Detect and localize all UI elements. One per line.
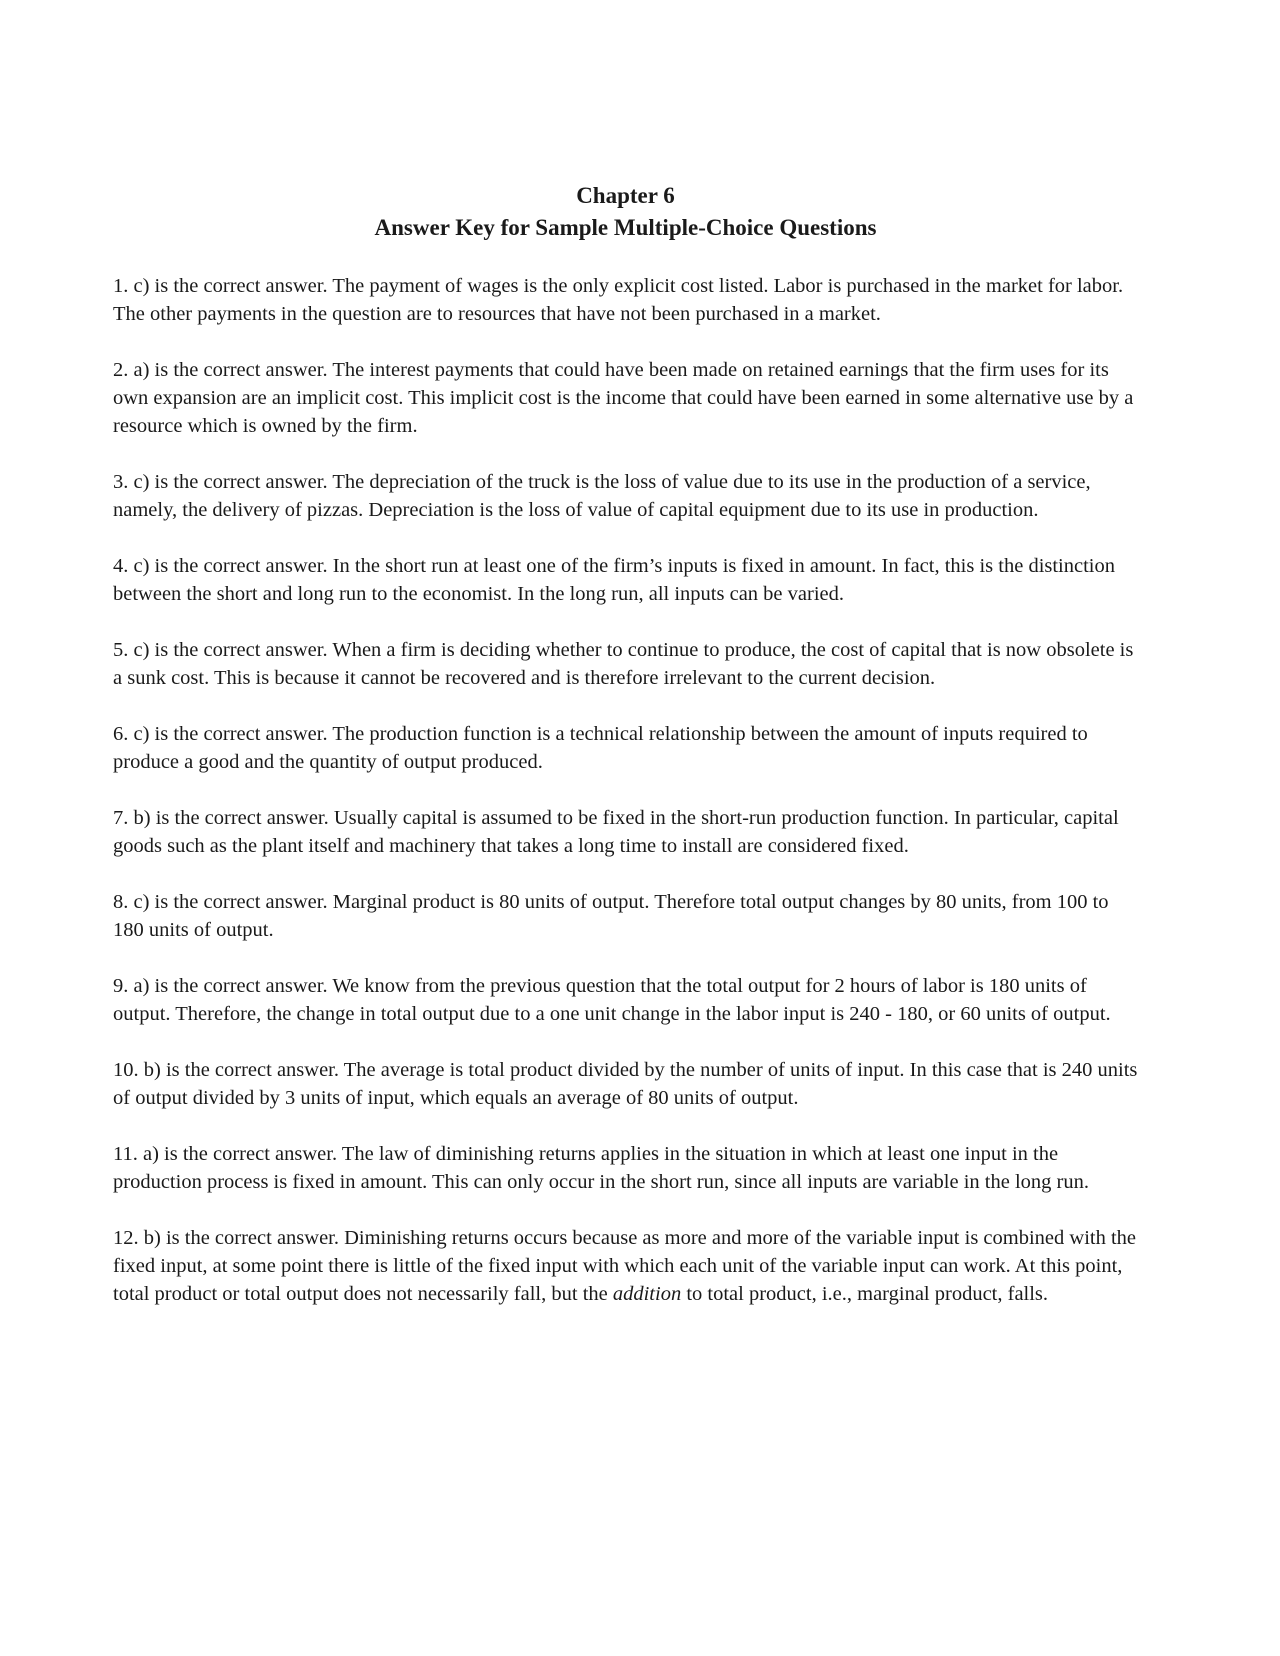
answer-6: 6. c) is the correct answer. The production function is a technical relationship between the amount of inputs required to produce a good and the quantity of output produced.	[113, 723, 1088, 773]
answer-list	[113, 272, 1138, 1308]
answer-2: 2. a) is the correct answer. The interest payments that could have been made on retained earnings that the firm uses for its own expansion are an implicit cost. This implicit cost is the income that could have been earned in some alternative use by a resource which is owned by the firm.	[113, 359, 1134, 437]
answer-12-text-start: 12. b) is the correct answer. Diminishing returns occurs because as more and more of the variable input is combined with the fixed input, at some point there is little of the fixed input with which each unit of the variable input can work. At this point, total product or total output does not necessarily fall, but the	[113, 1227, 1136, 1305]
answer-12-text-end: to total product, i.e., marginal product, falls.	[681, 1283, 1049, 1305]
answer-8: 8. c) is the correct answer. Marginal product is 80 units of output. Therefore total output changes by 80 units, from 100 to 180 units of output.	[113, 891, 1109, 941]
answer-9: 9. a) is the correct answer. We know from the previous question that the total output for 2 hours of labor is 180 units of output. Therefore, the change in total output due to a one unit change in the labor input is 240 - 180, or 60 units of output.	[113, 975, 1111, 1025]
answer-4: 4. c) is the correct answer. In the short run at least one of the firm’s inputs is fixed in amount. In fact, this is the distinction between the short and long run to the economist. In the long run, all inputs can be varied.	[113, 555, 1115, 605]
answer-11: 11. a) is the correct answer. The law of diminishing returns applies in the situation in which at least one input in the production process is fixed in amount. This can only occur in the short run, since all inputs are variable in the long run.	[113, 1143, 1089, 1193]
document-page	[113, 180, 1138, 1336]
answer-10: 10. b) is the correct answer. The average is total product divided by the number of units of input. In this case that is 240 units of output divided by 3 units of input, which equals an average of 80 units of output.	[113, 1059, 1138, 1109]
page-subtitle: Answer Key for Sample Multiple-Choice Questions	[374, 215, 877, 240]
answer-5: 5. c) is the correct answer. When a firm is deciding whether to continue to produce, the cost of capital that is now obsolete is a sunk cost. This is because it cannot be recovered and is therefore irrelevant to the current decision.	[113, 639, 1134, 689]
answer-12	[113, 1224, 1138, 1308]
answer-3: 3. c) is the correct answer. The depreciation of the truck is the loss of value due to its use in the production of a service, namely, the delivery of pizzas. Depreciation is the loss of value of capital equipment due to its use in production.	[113, 471, 1091, 521]
answer-7: 7. b) is the correct answer. Usually capital is assumed to be fixed in the short-run production function. In particular, capital goods such as the plant itself and machinery that takes a long time to install are considered fixed.	[113, 807, 1119, 857]
answer-12-italic-word: addition	[612, 1283, 682, 1305]
answer-1: 1. c) is the correct answer. The payment of wages is the only explicit cost listed. Labor is purchased in the market for labor. The other payments in the question are to resources that have not been purchased in a market.	[113, 275, 1124, 325]
chapter-title: Chapter 6	[576, 183, 675, 208]
